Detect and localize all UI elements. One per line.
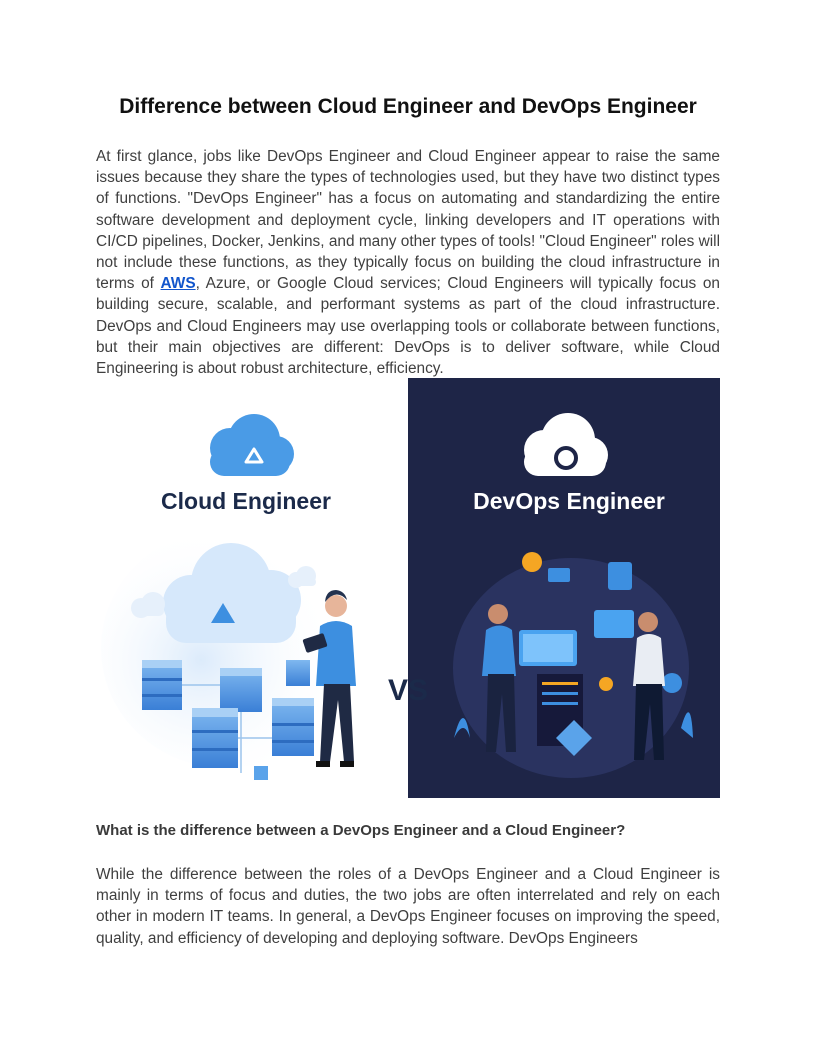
- cloud-engineer-title: Cloud Engineer: [161, 488, 331, 514]
- devops-engineer-panel: [408, 378, 720, 798]
- monitor-right: [594, 610, 634, 638]
- star-badge-icon: [522, 552, 542, 572]
- section-heading: What is the difference between a DevOps Engineer and a Cloud Engineer?: [96, 822, 626, 839]
- cloud-engineer-panel: [96, 378, 408, 798]
- user-badge-icon: [662, 673, 682, 693]
- aws-link[interactable]: AWS: [160, 275, 196, 293]
- vs-label: VS: [387, 674, 429, 707]
- body-paragraph: While the difference between the roles of a DevOps Engineer and a Cloud Engineer is mainly in terms of focus and duties, the two jobs are often interrelated and rely on each other in modern IT teams. In general, a DevOps Engineer focuses on improving the speed, quality, and efficiency of developing and deploying software. DevOps Engineers: [96, 866, 720, 947]
- comparison-illustration: [96, 378, 720, 798]
- intro-text-after-link: , Azure, or Google Cloud services; Cloud Engineers will typically focus on building secure, scalable, and performant systems as part of the cloud infrastructure. DevOps and Cloud Engineers may use overlapping tools or collaborate between functions, but their main objectives are different: DevOps is to deliver software, while Cloud Engineering is about robust architecture, efficiency.: [96, 275, 720, 378]
- document-badge-icon: [608, 562, 632, 590]
- page-title: Difference between Cloud Engineer and DevOps Engineer: [119, 95, 697, 118]
- window-badge-icon: [548, 568, 570, 582]
- intro-text-before-link: At first glance, jobs like DevOps Engineer and Cloud Engineer appear to raise the same issues because they share the types of technologies used, but they have two distinct types of functions. "DevOps Engineer" has a focus on automating and standardizing the entire software development and deployment cycle, linking developers and IT operations with CI/CD pipelines, Docker, Jenkins, and many other types of tools! "Cloud Engineer" roles will not include these functions, as they typically focus on building the cloud infrastructure in terms of: [96, 148, 720, 293]
- devops-engineer-title: DevOps Engineer: [473, 488, 665, 514]
- intro-paragraph: [96, 146, 720, 379]
